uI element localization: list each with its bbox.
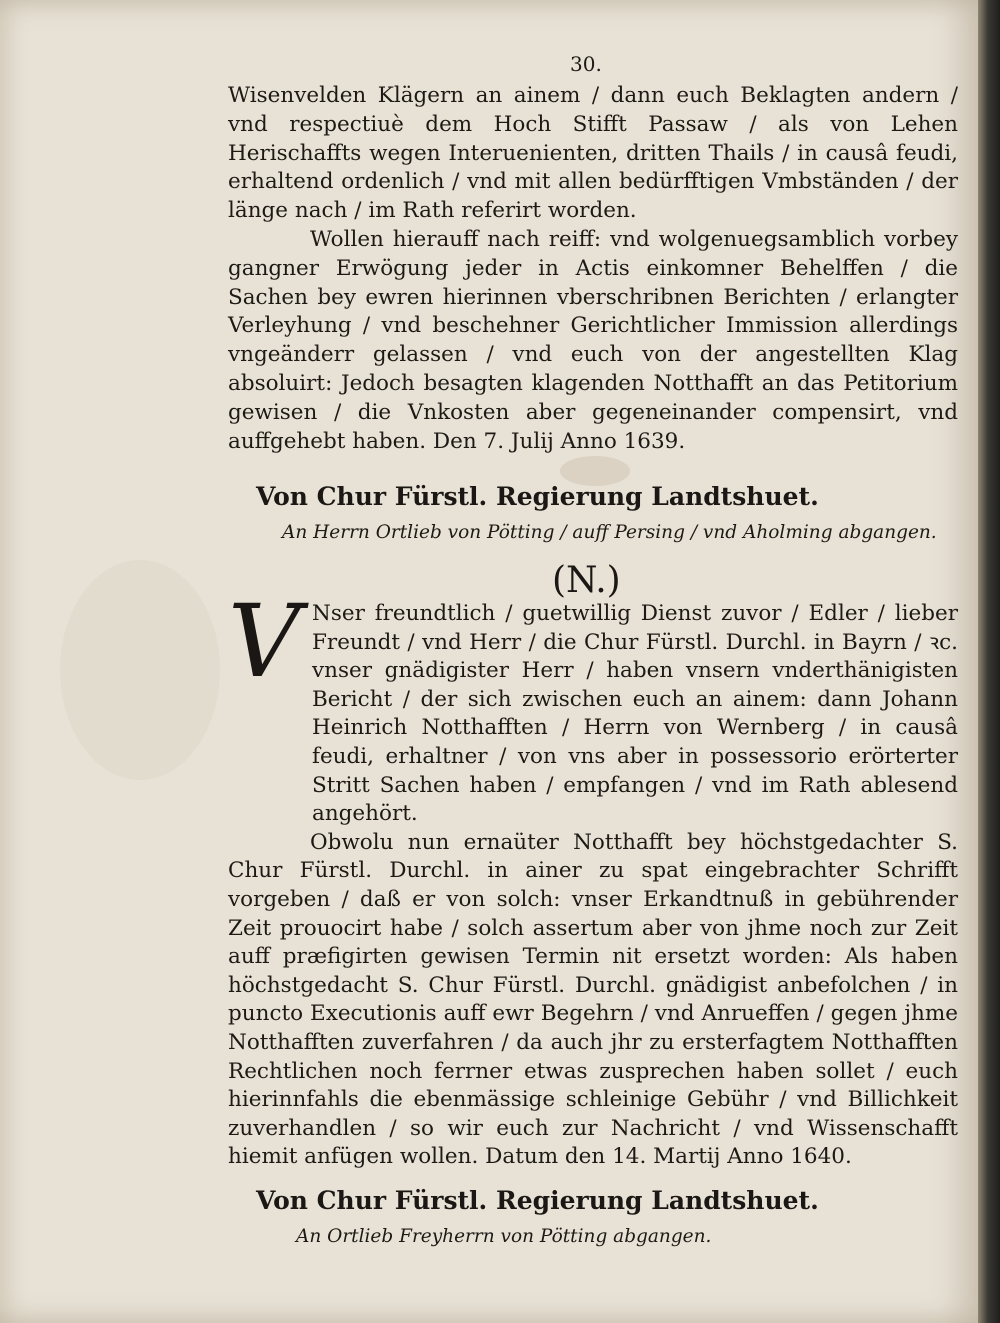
letter-paragraph-1: Nser freundtlich / guetwillig Dienst zuvor / Edler / lieber Freundt / vnd Herr / die Chur Fürstl. Durchl. in Bayrn / ꝛc. vnser gnädigister Herr / haben vnsern vnderthänigisten Bericht / der sich zwischen euch an ainem: dann Johann Heinrich Notthafften / Herrn von Wernberg / in causâ feudi, erhaltner / von vns aber in possessorio erörterter Stritt Sachen haben / empfangen / vnd im Rath ablesend angehört. bbox=[312, 601, 958, 827]
letter-body bbox=[228, 600, 958, 1172]
paragraph-1: Wisenvelden Klägern an ainem / dann euch Beklagten andern / vnd respectiuè dem Hoch Stifft Passaw / als von Lehen Herischaffts wegen Interuenienten, dritten Thails / in causâ feudi, erhaltend ordenlich / vnd mit allen bedürfftigen Vmbständen / der länge nach / im Rath referirt worden. bbox=[228, 83, 958, 224]
paragraph-2: Wollen hierauff nach reiff: vnd wolgenuegsamblich vorbey gangner Erwögung jeder in Actis einkomner Behelffen / die Sachen bey ewren hierinnen vberschribnen Berichten / erlangter Verleyhung / vnd beschehner Gerichtlicher Immission allerdings vngeänderr gelassen / vnd euch von der angestellten Klag absoluirt: Jedoch besagten klagenden Notthafft an das Petitorium gewisen / die Vnkosten aber gegeneinander compensirt, vnd auffgehebt haben. Den 7. Julij Anno 1639. bbox=[228, 226, 958, 454]
addressee-line-2: An Ortlieb Freyherrn von Pötting abgangen. bbox=[296, 1226, 712, 1247]
heading-regierung-1: Von Chur Fürstl. Regierung Landtshuet. bbox=[256, 482, 819, 511]
decorated-initial: V bbox=[228, 583, 301, 700]
addressee-line-1: An Herrn Ortlieb von Pötting / auff Persing / vnd Aholming abgangen. bbox=[282, 522, 937, 543]
letter-paragraph-2: Obwolu nun ernaüter Notthafft bey höchstgedachter S. Chur Fürstl. Durchl. in ainer zu spat eingebrachter Schrifft vorgeben / daß er von solch: vnser Erkandtnuß in gebührender Zeit prouocirt habe / solch assertum aber von jhme noch zur Zeit auff præfigirten gewisen Termin nit ersetzt worden: Als haben höchstgedacht S. Chur Fürstl. Durchl. gnädigist anbefolchen / in puncto Executionis auff ewr Begehrn / vnd Anrueffen / gegen jhme Notthafften zuverfahren / da auch jhr zu ersterfagtem Notthafften Rechtlichen noch ferrner etwas zusprechen haben sollet / euch hierinnfahls die ebenmässige schleinige Gebühr / vnd Billichkeit zuverhandlen / so wir euch zur Nachricht / vnd Wissenschafft hiemit anfügen wollen. Datum den 14. Martij Anno 1640. bbox=[228, 829, 958, 1170]
page-number: 30. bbox=[570, 52, 602, 76]
heading-regierung-2: Von Chur Fürstl. Regierung Landtshuet. bbox=[256, 1186, 819, 1215]
section-mark: (N.) bbox=[552, 560, 621, 601]
body-text-top bbox=[228, 82, 958, 456]
book-fore-edge bbox=[978, 0, 1000, 1323]
